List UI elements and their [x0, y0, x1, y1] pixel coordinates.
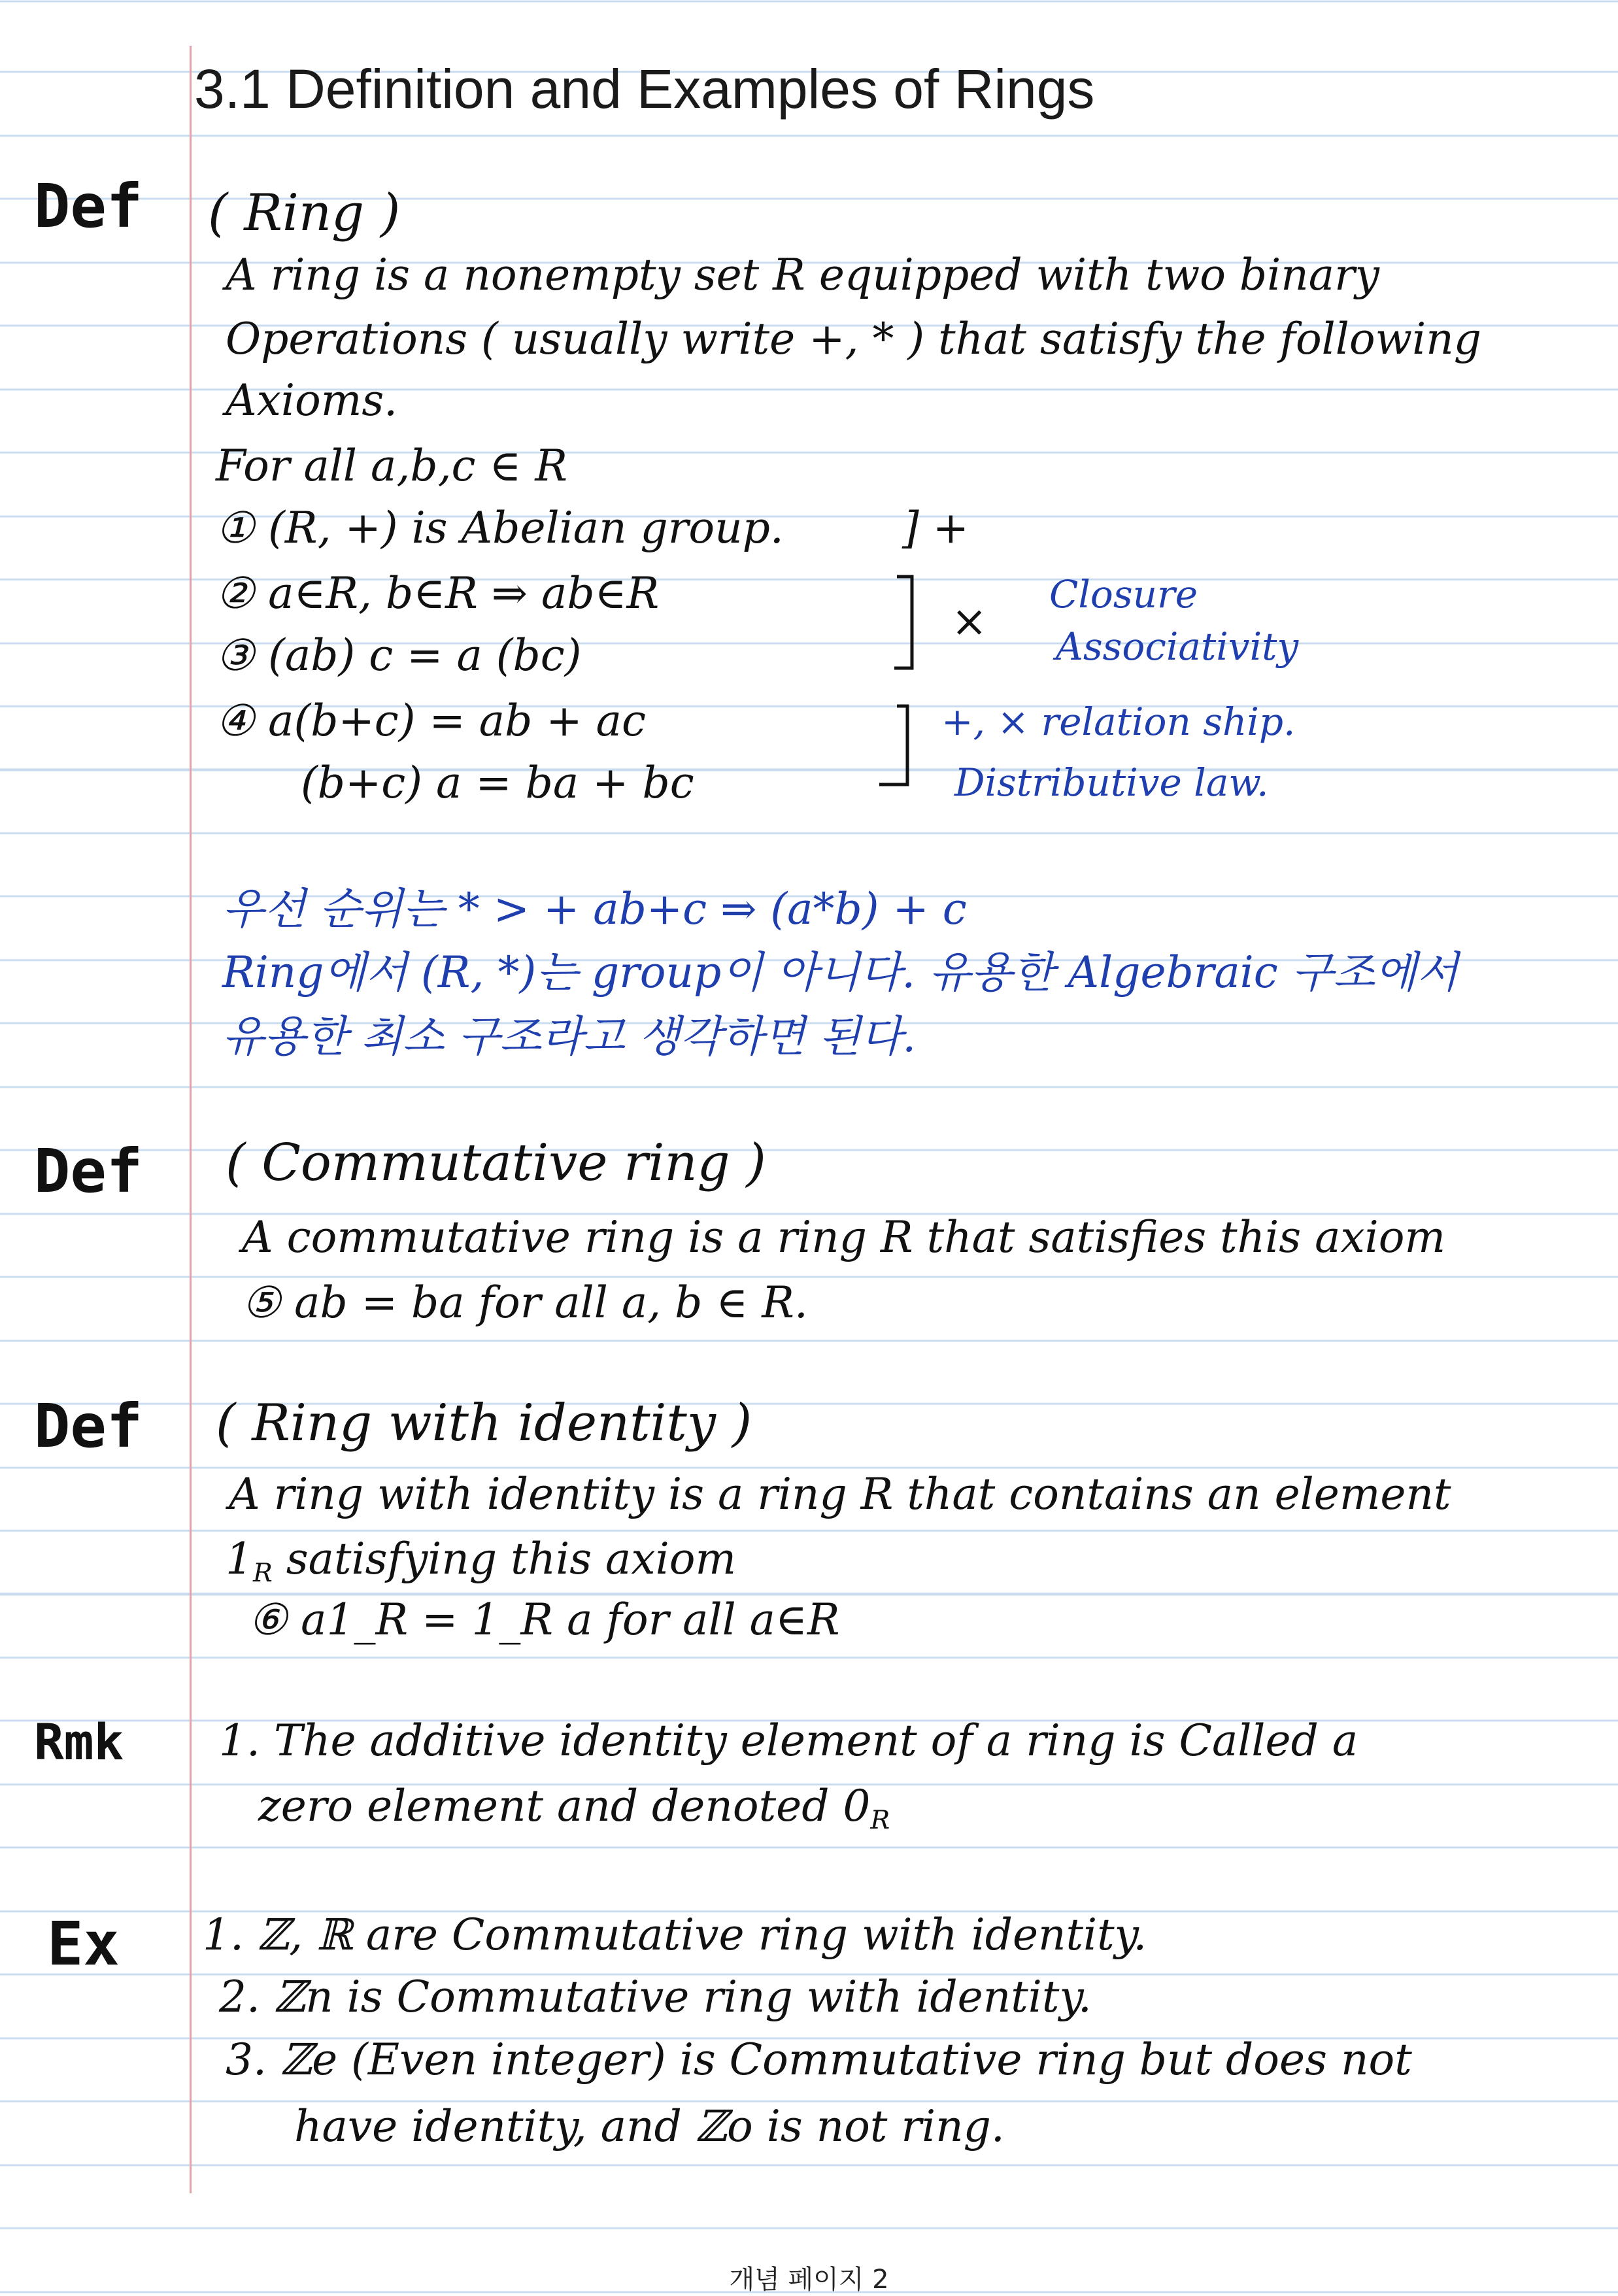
identity-line-rest: satisfying this axiom — [272, 1534, 737, 1584]
def-ring-line: For all a,b,c ∈ R — [216, 441, 568, 491]
def-ring-line: Axioms. — [226, 375, 398, 426]
korean-note: Ring에서 (R, *)는 group이 아니다. 유용한 Algebraic 구조에서 — [222, 947, 1458, 998]
def-ring-heading: ( Ring ) — [208, 184, 401, 243]
identity-subscript: R — [253, 1557, 273, 1588]
ex-tag: Ex — [47, 1909, 120, 1979]
note-distributive: Distributive law. — [954, 760, 1269, 805]
def-ring-line: Operations ( usually write +, * ) that satisfy the following — [226, 314, 1481, 364]
example-item: 3. ℤe (Even integer) is Commutative ring but does not — [226, 2034, 1412, 2085]
def-tag: Def — [34, 1391, 143, 1461]
example-item: have identity, and ℤo is not ring. — [294, 2101, 1005, 2152]
remark-line2-text: zero element and denoted 0 — [258, 1781, 871, 1831]
identity-symbol: 1 — [226, 1534, 253, 1584]
bracket-mark — [894, 577, 912, 668]
bracket-mark — [879, 706, 907, 785]
axiom-6: ⑥ a1_R = 1_R a for all a∈R — [248, 1595, 840, 1645]
def-commutative-line: A commutative ring is a ring R that satisfies this axiom — [242, 1212, 1446, 1262]
axiom-4: ④ a(b+c) = ab + ac — [216, 696, 646, 746]
page-title: 3.1 Definition and Examples of Rings — [194, 58, 1095, 120]
note-plus: ] + — [902, 503, 969, 553]
axiom-4b: (b+c) a = ba + bc — [301, 758, 694, 808]
def-ring-line: A ring is a nonempty set R equipped with two binary — [226, 250, 1379, 300]
remark-subscript: R — [870, 1804, 890, 1835]
def-tag: Def — [34, 171, 143, 241]
def-identity-line — [226, 1534, 737, 1588]
korean-note: 우선 순위는 * > + ab+c ⇒ (a*b) + c — [222, 884, 967, 934]
note-times: × — [951, 596, 988, 647]
page-footer: 개념 페이지 2 — [729, 2265, 889, 2295]
def-commutative-heading: ( Commutative ring ) — [226, 1134, 766, 1192]
rmk-tag: Rmk — [34, 1713, 124, 1771]
remark-line — [258, 1781, 890, 1835]
example-item: 2. ℤn is Commutative ring with identity. — [219, 1972, 1092, 2022]
axiom-3: ③ (ab) c = a (bc) — [216, 630, 582, 681]
korean-note: 유용한 최소 구조라고 생각하면 된다. — [222, 1011, 917, 1062]
def-identity-line: A ring with identity is a ring R that contains an element — [229, 1469, 1451, 1519]
def-identity-heading: ( Ring with identity ) — [216, 1394, 752, 1453]
note-relationship: +, × relation ship. — [941, 700, 1296, 744]
note-associativity: Associativity — [1056, 624, 1299, 669]
remark-line: 1. The additive identity element of a ring is Called a — [219, 1715, 1358, 1766]
example-item: 1. ℤ, ℝ are Commutative ring with identity. — [203, 1910, 1147, 1960]
axiom-1: ① (R, +) is Abelian group. — [216, 503, 784, 553]
note-closure: Closure — [1049, 572, 1198, 616]
def-tag: Def — [34, 1136, 143, 1206]
axiom-5: ⑤ ab = ba for all a, b ∈ R. — [242, 1277, 808, 1328]
axiom-2: ② a∈R, b∈R ⇒ ab∈R — [216, 568, 660, 618]
